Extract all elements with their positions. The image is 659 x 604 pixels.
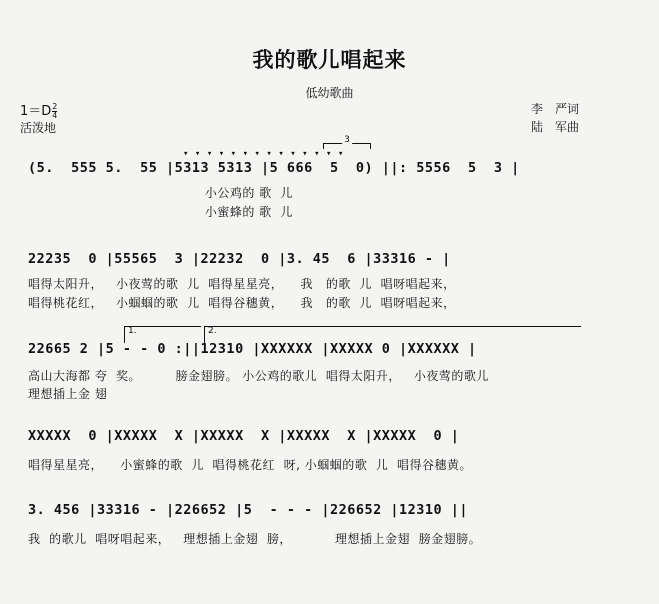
triplet-number: 3 [344,135,350,145]
notation-line-4: XXXXX 0 |XXXXX X |XXXXX X |XXXXX X |XXXXX 0 | [28,428,460,444]
triplet-bracket [323,135,371,149]
song-subtitle: 低幼歌曲 [305,86,354,100]
lyricist-credit: 李 严词 [531,102,580,116]
lyric-line-2a: 唱得太阳升， 小夜莺的歌 儿 唱得星星亮， 我 的歌 儿 唱呀唱起来， [28,277,456,291]
key-signature [20,100,57,120]
staccato-marks: ▾▾▾▾▾▾▾▾▾▾▾▾▾▾ [183,149,350,159]
tempo-marking: 活泼地 [20,121,57,135]
second-ending-label: 2. [208,326,217,336]
lyric-line-3b: 理想插上金 翅 [28,387,108,401]
notation-line-1: (5. 555 5. 55 |5313 5313 |5 666 5 0) ||: 5556 5 3 | [28,160,520,176]
lyric-line-1b: 小蜜蜂的 歌 儿 [28,205,293,219]
lyric-line-2b: 唱得桃花红， 小蝈蝈的歌 儿 唱得谷穗黄， 我 的歌 儿 唱呀唱起来， [28,296,456,310]
lyric-line-3a: 高山大海都 夸 奖。 膀金翅膀。 小公鸡的歌儿 唱得太阳升， 小夜莺的歌儿 [28,369,489,383]
first-ending-label: 1. [128,326,137,336]
time-signature [52,103,57,120]
notation-line-2: 22235 0 |55565 3 |22232 0 |3. 45 6 |33316 - | [28,251,451,267]
time-denominator: 4 [52,111,58,120]
notation-line-5: 3. 456 |33316 - |226652 |5 - - - |226652 |12310 || [28,502,469,518]
key-label: 1＝D [20,104,52,119]
composer-credit: 陆 军曲 [531,120,580,134]
time-numerator: 2 [52,102,58,111]
lyric-line-5: 我 的歌儿 唱呀唱起来， 理想插上金翅 膀， 理想插上金翅 膀金翅膀。 [28,532,482,546]
song-title: 我的歌儿唱起来 [252,48,407,72]
lyric-line-1a: 小公鸡的 歌 儿 [28,186,293,200]
notation-line-3: 22665 2 |5 - - 0 :||12310 |XXXXXX |XXXXX 0 |XXXXXX | [28,341,477,357]
lyric-line-4: 唱得星星亮， 小蜜蜂的歌 儿 唱得桃花红 呀, 小蝈蝈的歌 儿 唱得谷穗黄。 [28,458,473,472]
